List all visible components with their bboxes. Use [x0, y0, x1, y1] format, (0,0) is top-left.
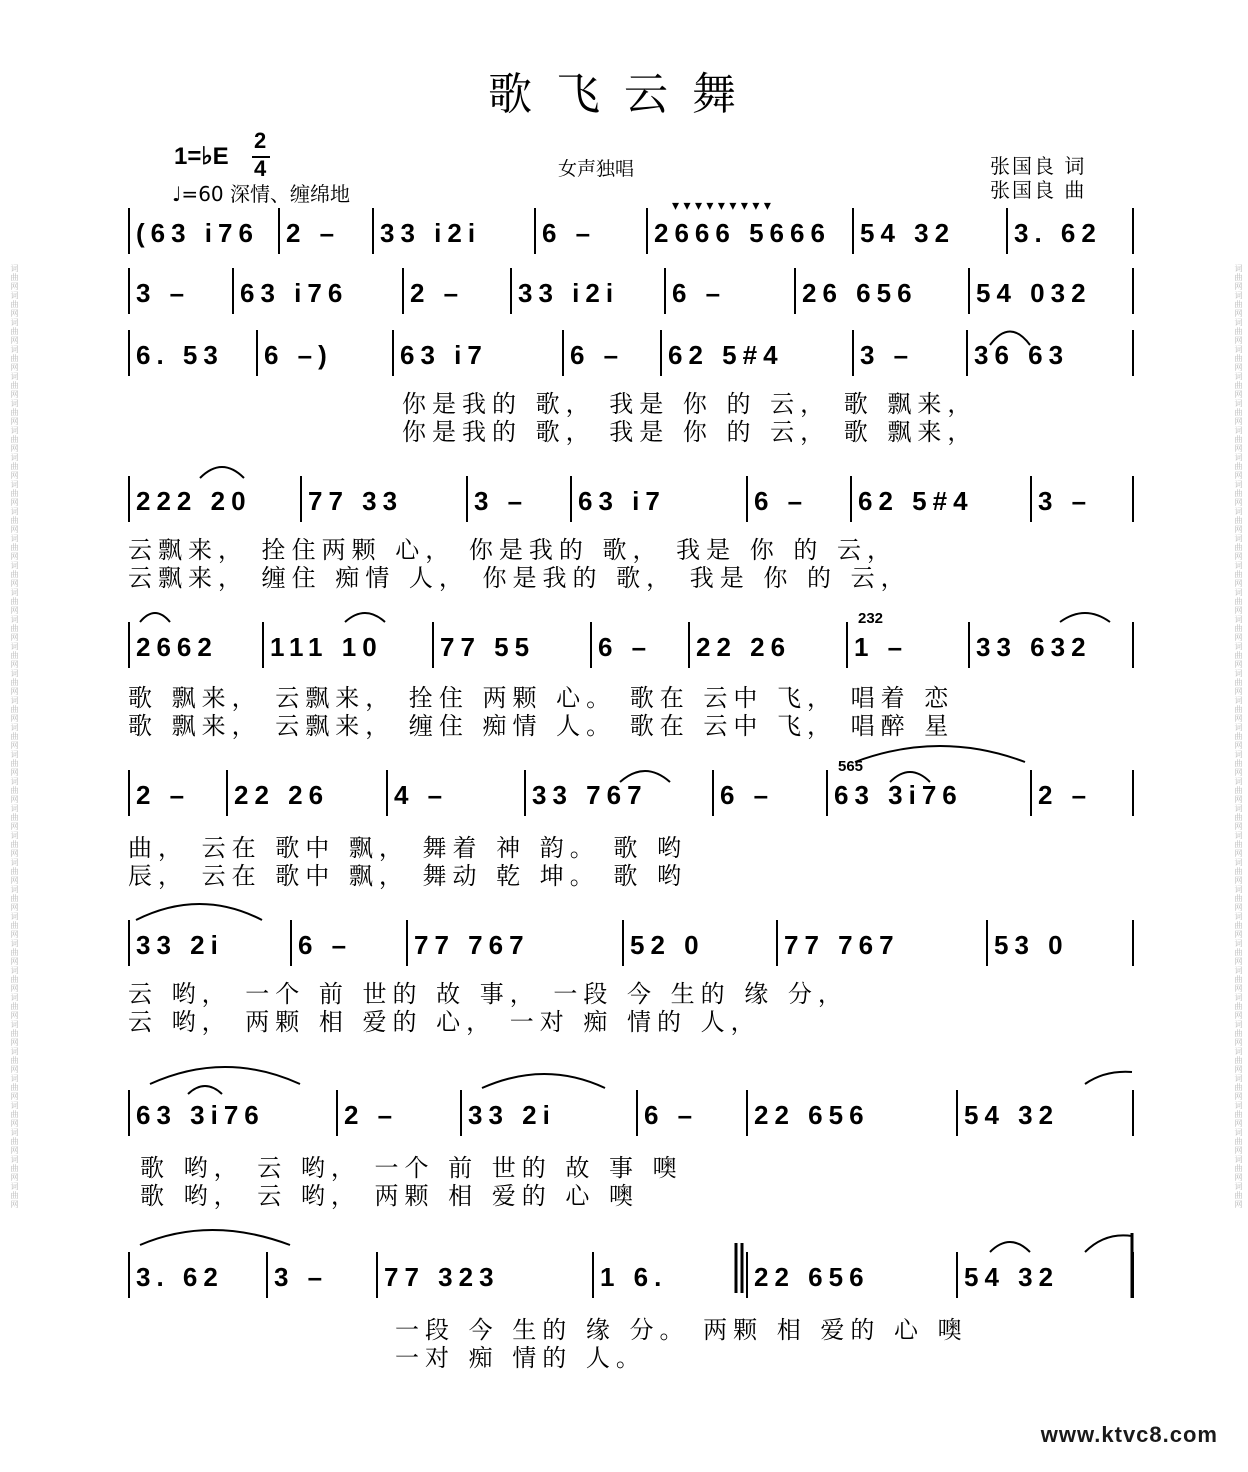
note-group: 6. 53 — [136, 340, 224, 370]
bar-line — [746, 476, 748, 522]
note-group: 6 – — [672, 278, 727, 308]
bar-line — [956, 1252, 958, 1298]
bar-line — [1006, 208, 1008, 254]
bar-line — [1132, 476, 1134, 522]
note-group: 6 –) — [264, 340, 333, 370]
tempo-marking: ♩=60 深情、缠绵地 — [172, 182, 350, 206]
note-group: 2 – — [1038, 780, 1093, 810]
lyrics-verse-2: 辰， 云在 歌中 飘， 舞动 乾 坤。 歌 哟 — [128, 862, 688, 890]
bar-line — [1132, 268, 1134, 314]
note-group: 63 i7 — [400, 340, 488, 370]
note-group: 53 0 — [994, 930, 1069, 960]
bar-line — [966, 330, 968, 376]
bar-line — [664, 268, 666, 314]
bar-line — [128, 770, 130, 816]
note-group: 2 – — [286, 218, 341, 248]
note-group: 6 – — [720, 780, 775, 810]
bar-line — [1030, 476, 1032, 522]
note-group: 2666 5666 — [654, 218, 831, 248]
bar-line — [534, 208, 536, 254]
lyrics-verse-1: 云 哟， 一个 前 世的 故 事， 一段 今 生的 缘 分， — [128, 980, 848, 1008]
bar-line — [128, 330, 130, 376]
bar-line — [1132, 622, 1134, 668]
watermark-right: 词曲网词曲网词曲网词曲网词曲网词曲网词曲网词曲网词曲网词曲网词曲网词曲网词曲网词曲网词曲网词曲网词曲网词曲网词曲网词曲网词曲网词曲网词曲网词曲网词曲网词曲网词曲网词曲网词曲网词曲网词曲网词曲网词曲网词曲网词曲网 — [1234, 263, 1243, 1209]
note-group: 4 – — [394, 780, 449, 810]
note-group: 63 3i76 — [136, 1100, 265, 1130]
note-group: 62 5#4 — [858, 486, 974, 516]
bar-line — [688, 622, 690, 668]
note-group: 6 – — [570, 340, 625, 370]
bar-line — [128, 622, 130, 668]
lyrics-verse-2: 你是我的 歌， 我是 你 的 云， 歌 飘来， — [402, 418, 978, 446]
bar-line — [956, 1090, 958, 1136]
bar-line — [592, 1252, 594, 1298]
note-group: 54 32 — [964, 1100, 1060, 1130]
bar-line — [852, 330, 854, 376]
bar-line — [846, 622, 848, 668]
svg-text:▾ ▾ ▾ ▾ ▾ ▾ ▾ ▾ ▾: ▾ ▾ ▾ ▾ ▾ ▾ ▾ ▾ ▾ — [672, 198, 771, 214]
bar-line — [406, 920, 408, 966]
lyrics-verse-2: 一对 痴 情的 人。 — [395, 1344, 646, 1372]
bar-line — [128, 208, 130, 254]
bar-line — [1132, 1252, 1134, 1298]
lyrics-verse-2: 歌 哟， 云 哟， 两颗 相 爱的 心 噢 — [140, 1182, 640, 1210]
bar-line — [300, 476, 302, 522]
lyrics-verse-1: 云飘来， 拴住两颗 心， 你是我的 歌， 我是 你 的 云， — [128, 536, 898, 564]
bar-line — [1030, 770, 1032, 816]
grace-notes: 232 — [858, 610, 884, 627]
note-group: (63 i76 — [136, 218, 259, 248]
note-group: 63 i7 — [578, 486, 666, 516]
bar-line — [460, 1090, 462, 1136]
site-credit: www.ktvc8.com — [1040, 1422, 1218, 1447]
bar-line — [402, 268, 404, 314]
note-group: 54 32 — [964, 1262, 1060, 1292]
bar-line — [850, 476, 852, 522]
bar-line — [852, 208, 854, 254]
bar-line — [262, 622, 264, 668]
note-group: 33 767 — [532, 780, 648, 810]
bar-line — [256, 330, 258, 376]
time-signature-bottom: 4 — [254, 156, 267, 181]
lyrics-verse-2: 歌 飘来， 云飘来， 缠住 痴情 人。 歌在 云中 飞， 唱醉 星 — [128, 712, 955, 740]
bar-line — [128, 1090, 130, 1136]
bar-line — [746, 1252, 748, 1298]
bar-line — [776, 920, 778, 966]
note-group: 63 i76 — [240, 278, 349, 308]
composer-credit: 张国良 曲 — [990, 178, 1087, 202]
note-group: 62 5#4 — [668, 340, 784, 370]
note-group: 6 – — [644, 1100, 699, 1130]
note-group: 36 63 — [974, 340, 1070, 370]
note-group: 77 33 — [308, 486, 404, 516]
bar-line — [510, 268, 512, 314]
grace-notes: 565 — [838, 758, 864, 775]
bar-line — [746, 1090, 748, 1136]
bar-line — [266, 1252, 268, 1298]
note-group: 222 20 — [136, 486, 252, 516]
note-group: 6 – — [598, 632, 653, 662]
note-group: 3 – — [1038, 486, 1093, 516]
key-signature: 1=♭E — [174, 143, 229, 170]
bar-line — [128, 476, 130, 522]
lyrics-verse-1: 一段 今 生的 缘 分。 两颗 相 爱的 心 噢 — [395, 1316, 968, 1344]
bar-line — [372, 208, 374, 254]
note-group: 77 767 — [784, 930, 900, 960]
bar-line — [712, 770, 714, 816]
bar-line — [562, 330, 564, 376]
bar-line — [986, 920, 988, 966]
bar-line — [290, 920, 292, 966]
bar-line — [1132, 208, 1134, 254]
watermark-left: 词曲网词曲网词曲网词曲网词曲网词曲网词曲网词曲网词曲网词曲网词曲网词曲网词曲网词曲网词曲网词曲网词曲网词曲网词曲网词曲网词曲网词曲网词曲网词曲网词曲网词曲网词曲网词曲网词曲网词曲网词曲网词曲网词曲网词曲网词曲网 — [10, 263, 19, 1209]
note-group: 2 – — [136, 780, 191, 810]
lyrics-verse-1: 歌 飘来， 云飘来， 拴住 两颗 心。 歌在 云中 飞， 唱着 恋 — [128, 684, 955, 712]
note-group: 22 26 — [696, 632, 792, 662]
bar-line — [1132, 770, 1134, 816]
lyrics-verse-2: 云 哟， 两颗 相 爱的 心， 一对 痴 情的 人， — [128, 1008, 761, 1036]
bar-line — [278, 208, 280, 254]
bar-line — [968, 622, 970, 668]
note-group: 2 – — [344, 1100, 399, 1130]
bar-line — [1132, 920, 1134, 966]
note-group: 54 32 — [860, 218, 956, 248]
bar-line — [226, 770, 228, 816]
note-group: 63 3i76 — [834, 780, 963, 810]
lyricist-credit: 张国良 词 — [990, 154, 1087, 178]
note-group: 3 – — [474, 486, 529, 516]
note-group: 6 – — [298, 930, 353, 960]
note-group: 22 656 — [754, 1262, 870, 1292]
time-signature-top: 2 — [254, 128, 267, 153]
note-group: 22 656 — [754, 1100, 870, 1130]
bar-line — [622, 920, 624, 966]
note-group: 77 767 — [414, 930, 530, 960]
note-group: 26 656 — [802, 278, 918, 308]
bar-line — [128, 1252, 130, 1298]
bar-line — [386, 770, 388, 816]
bar-line — [590, 622, 592, 668]
song-title: 歌飞云舞 — [488, 69, 760, 120]
note-group: 33 2i — [468, 1100, 556, 1130]
note-group: 77 55 — [440, 632, 536, 662]
bar-line — [1132, 330, 1134, 376]
bar-line — [646, 208, 648, 254]
bar-line — [128, 268, 130, 314]
note-group: 6 – — [754, 486, 809, 516]
note-group: 6 – — [542, 218, 597, 248]
note-group: 33 632 — [976, 632, 1092, 662]
bar-line — [376, 1252, 378, 1298]
bar-line — [392, 330, 394, 376]
note-group: 1 6. — [600, 1262, 668, 1292]
bar-line — [432, 622, 434, 668]
note-group: 33 i2i — [518, 278, 620, 308]
note-group: 111 10 — [270, 632, 383, 662]
bar-line — [466, 476, 468, 522]
note-group: 54 032 — [976, 278, 1092, 308]
lyrics-verse-1: 你是我的 歌， 我是 你 的 云， 歌 飘来， — [402, 390, 978, 418]
bar-line — [968, 268, 970, 314]
lyrics-verse-2: 云飘来， 缠住 痴情 人， 你是我的 歌， 我是 你 的 云， — [128, 564, 911, 592]
bar-line — [636, 1090, 638, 1136]
note-group: 2 – — [410, 278, 465, 308]
bar-line — [128, 920, 130, 966]
bar-line — [336, 1090, 338, 1136]
note-group: 77 323 — [384, 1262, 500, 1292]
lyrics-verse-1: 歌 哟， 云 哟， 一个 前 世的 故 事 噢 — [140, 1154, 683, 1182]
performance-note: 女声独唱 — [558, 158, 635, 180]
note-group: 33 2i — [136, 930, 224, 960]
note-group: 52 0 — [630, 930, 705, 960]
lyrics-verse-1: 曲， 云在 歌中 飘， 舞着 神 韵。 歌 哟 — [128, 834, 688, 862]
bar-line — [660, 330, 662, 376]
bar-line — [524, 770, 526, 816]
bar-line — [794, 268, 796, 314]
bar-line — [826, 770, 828, 816]
note-group: 3 – — [136, 278, 191, 308]
note-group: 3 – — [274, 1262, 329, 1292]
note-group: 3 – — [860, 340, 915, 370]
note-group: 22 26 — [234, 780, 330, 810]
note-group: 3. 62 — [1014, 218, 1102, 248]
note-group: 3. 62 — [136, 1262, 224, 1292]
note-group: 2662 — [136, 632, 218, 662]
bar-line — [570, 476, 572, 522]
bar-line — [1132, 1090, 1134, 1136]
note-group: 33 i2i — [380, 218, 482, 248]
note-group: 1 – — [854, 632, 909, 662]
bar-line — [232, 268, 234, 314]
